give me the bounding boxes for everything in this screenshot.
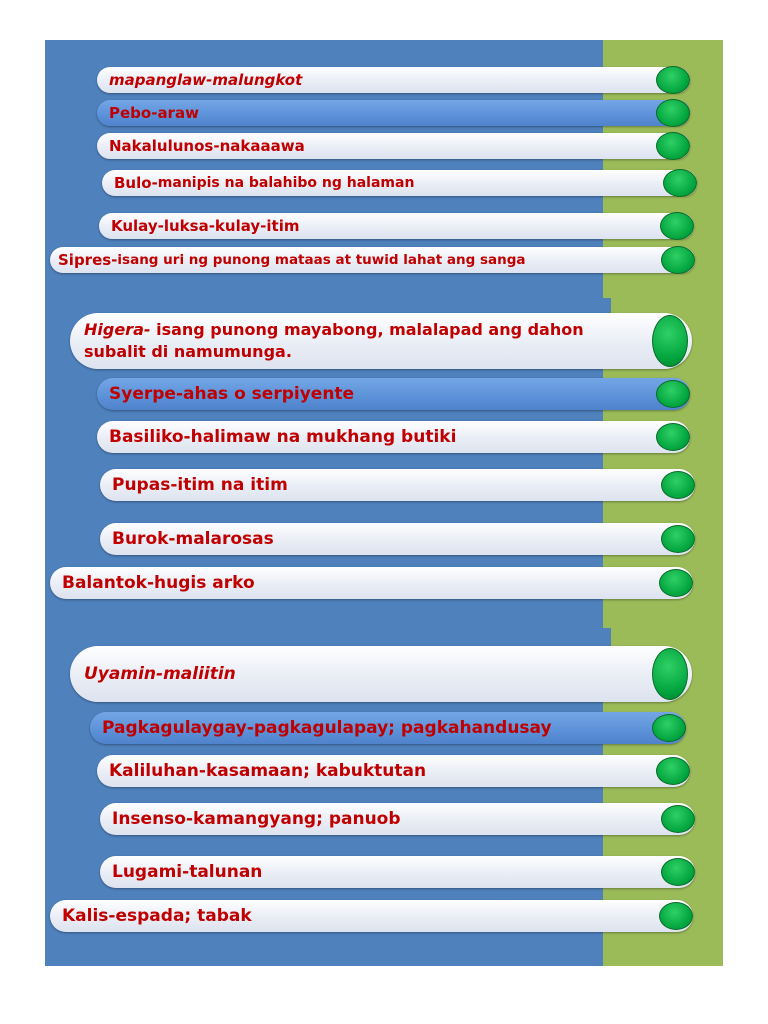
green-bullet-icon: [656, 423, 690, 451]
vocab-term: Burok-: [112, 529, 176, 549]
green-bullet-icon: [652, 648, 688, 700]
vocab-definition: hugis arko: [154, 573, 255, 593]
vocab-item: [50, 900, 693, 932]
vocab-definition: maliitin: [163, 664, 236, 684]
vocab-term: Uyamin-: [84, 664, 164, 684]
vocab-term: Lugami-: [112, 862, 190, 882]
vocab-definition: malungkot: [212, 71, 303, 89]
green-bullet-icon: [661, 525, 695, 553]
green-bullet-icon: [656, 132, 690, 160]
vocab-item: [100, 523, 695, 555]
green-bullet-icon: [661, 246, 695, 274]
vocab-item: [99, 213, 694, 239]
green-bullet-icon: [659, 569, 693, 597]
vocab-definition: halimaw na mukhang butiki: [190, 427, 457, 447]
vocab-heading-item: [70, 313, 692, 369]
green-bullet-icon: [661, 805, 695, 833]
vocabulary-panel: [45, 40, 723, 966]
vocab-definition: espada; tabak: [115, 906, 252, 926]
green-bullet-icon: [661, 471, 695, 499]
vocab-term: Pagkagulaygay-: [102, 718, 254, 738]
vocab-definition: pagkagulapay; pagkahandusay: [253, 718, 552, 738]
vocab-term: mapanglaw-: [109, 71, 213, 89]
vocab-definition: ahas o serpiyente: [183, 384, 355, 404]
green-bullet-icon: [656, 99, 690, 127]
vocab-term: Pupas-: [112, 475, 178, 495]
vocab-definition: itim na itim: [177, 475, 288, 495]
vocab-item: [100, 469, 695, 501]
vocab-definition: nakaaawa: [219, 137, 305, 155]
green-bullet-icon: [660, 212, 694, 240]
vocab-item: [90, 712, 686, 744]
vocab-heading-item: [70, 646, 692, 702]
vocab-definition: kasamaan; kabuktutan: [205, 761, 427, 781]
vocab-term: Basiliko-: [109, 427, 191, 447]
vocab-term: Balantok-: [62, 573, 154, 593]
vocab-item: [100, 803, 695, 835]
green-bullet-icon: [652, 714, 686, 742]
vocab-item: [97, 421, 690, 453]
green-bullet-icon: [656, 380, 690, 408]
vocab-definition: araw: [157, 104, 199, 122]
green-bullet-icon: [663, 169, 697, 197]
green-bullet-icon: [661, 858, 695, 886]
vocab-term: Sipres-: [58, 251, 118, 269]
vocab-definition: kulay-itim: [214, 217, 300, 235]
vocab-term: Syerpe-: [109, 384, 183, 404]
vocab-item: [50, 567, 693, 599]
vocab-term: Kaliluhan-: [109, 761, 206, 781]
green-bullet-icon: [656, 757, 690, 785]
vocab-definition: kamangyang; panuob: [193, 809, 401, 829]
green-bullet-icon: [652, 315, 688, 367]
green-bullet-icon: [656, 66, 690, 94]
vocab-item: [97, 378, 690, 410]
vocab-term: Insenso-: [112, 809, 194, 829]
vocab-item: [97, 100, 690, 126]
vocab-item: [100, 856, 695, 888]
vocab-item: [50, 247, 695, 273]
vocab-item: [102, 170, 697, 196]
vocab-definition: isang punong mayabong, malalapad ang dahon subalit di namumunga.: [84, 320, 584, 361]
vocab-term: Kulay-luksa-: [111, 217, 215, 235]
vocab-definition: malarosas: [175, 529, 274, 549]
vocab-item: [97, 755, 690, 787]
vocab-term: Kalis-: [62, 906, 116, 926]
vocab-definition: isang uri ng punong mataas at tuwid lahat ang sanga: [117, 252, 526, 268]
vocab-item: [97, 133, 690, 159]
vocab-definition: manipis na balahibo ng halaman: [157, 175, 415, 191]
vocab-term: Higera-: [84, 320, 151, 339]
vocab-term: Nakalulunos-: [109, 137, 220, 155]
vocab-term: Pebo-: [109, 104, 158, 122]
vocab-term: Bulo-: [114, 174, 158, 192]
vocab-definition: talunan: [189, 862, 263, 882]
vocab-item: [97, 67, 690, 93]
green-bullet-icon: [659, 902, 693, 930]
